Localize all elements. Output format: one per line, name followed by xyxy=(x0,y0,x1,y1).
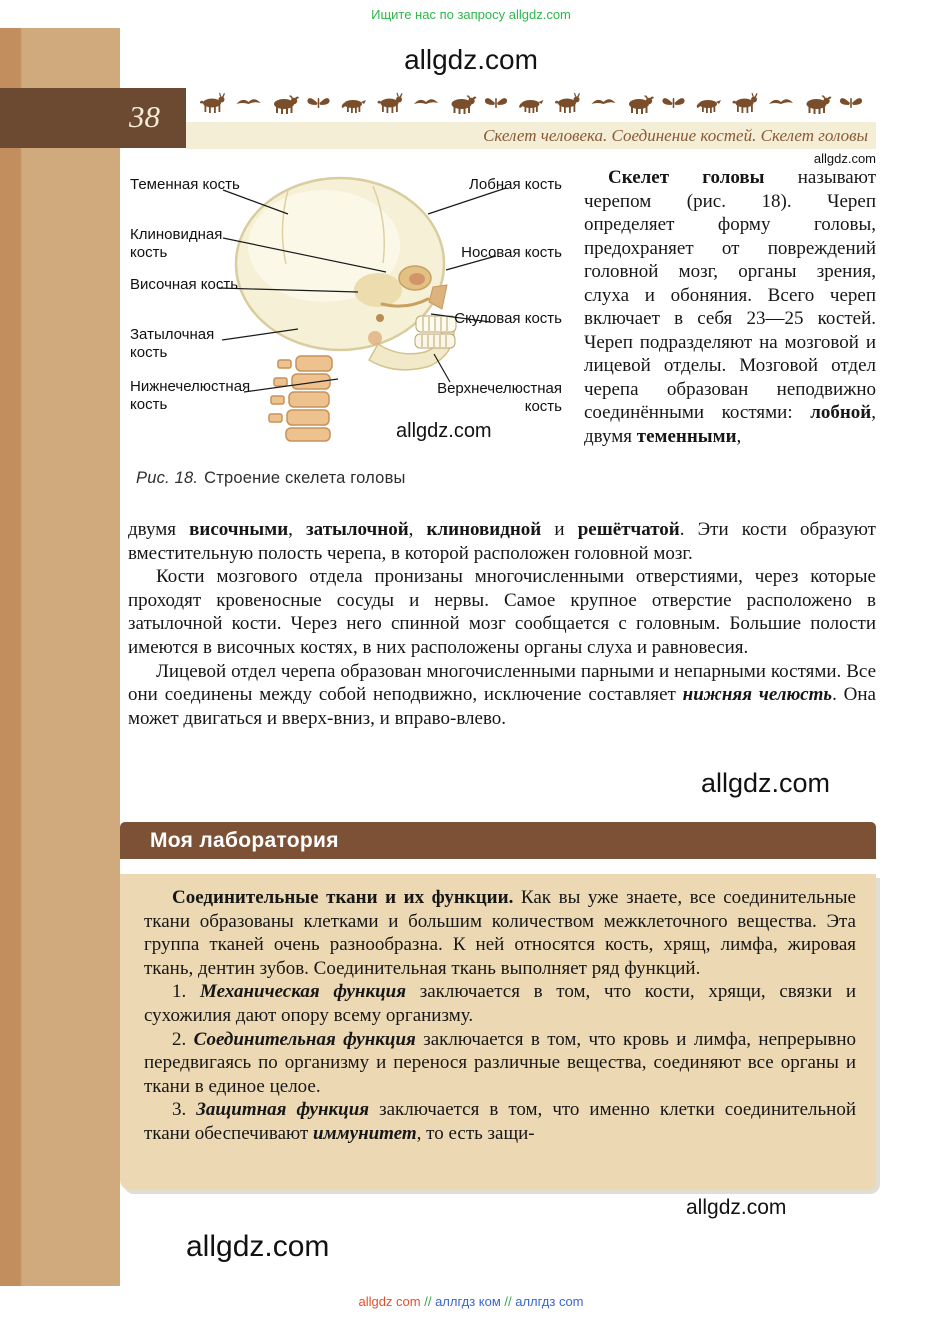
figure-label-maxilla: Верхнечелюстная кость xyxy=(437,380,562,415)
figure-label-zygomatic: Скуловая кость xyxy=(454,310,562,327)
watermark-figure: allgdz.com xyxy=(396,420,492,442)
animal-silhouette-icon xyxy=(733,93,758,113)
vertebrae-shape xyxy=(269,356,332,441)
promo-link[interactable]: Ищите нас по запросу allgdz.com xyxy=(371,7,571,22)
figure-label-occipital: Затылочная кость xyxy=(130,326,215,361)
animal-silhouette-icon xyxy=(662,98,684,108)
figure-label-parietal: Теменная кость xyxy=(130,176,240,193)
page-margin-strip xyxy=(0,28,120,1286)
footer-links[interactable]: allgdz com // аллгдз ком // аллгдз com xyxy=(358,1294,584,1309)
figure-label-temporal: Височная кость xyxy=(130,276,239,293)
paragraph-brain-section: Кости мозгового отдела пронизаны многочисленными отверстиями, через которые проходят кровеносные сосуды и нервы. Самое крупное отверстие расположено в затылочной кости. Через него спинной мозг сообщается с головным. Большие полости имеются в височных костях, в них расположены органы слуха и равновесия. xyxy=(128,566,876,658)
figure-caption-text: Строение скелета головы xyxy=(204,469,406,487)
watermark-middle: allgdz.com xyxy=(700,768,830,798)
paragraph-facial-section: Лицевой отдел черепа образован многочисленными парными и непарными костями. Все они соединены между собой неподвижно, исключение составляет нижняя челюсть. Она может двигаться и вверх-вниз, и вправо-влево. xyxy=(128,660,876,729)
animal-silhouette-icon xyxy=(840,98,862,108)
lab-paragraph-mechanical: 1. Механическая функция заключается в том, что кости, хрящи, связки и сухожилия дают опору всему организму. xyxy=(144,981,856,1026)
paragraph-skull-intro: Скелет головы называют черепом (рис. 18). Череп определяет форму головы, предохраняет от повреждений головной мозг, органы зрения, слуха и обоняния. Всего череп включает в себя 23—25 костей. Череп подразделяют на мозговой и лицевой отделы. Мозговой отдел черепа образован неподвижно соединёнными костями: лобной, двумя теменными, xyxy=(584,167,876,447)
figure-label-frontal: Лобная кость xyxy=(469,176,562,193)
animal-silhouette-icon xyxy=(307,98,329,108)
chapter-title: Скелет человека. Соединение костей. Скелет головы xyxy=(483,126,868,145)
paragraph-skull-continued: двумя височными, затылочной, клиновидной и решётчатой. Эти кости образуют вместительную полость черепа, в которой расположен головной мозг. xyxy=(128,519,876,564)
page-number: 38 xyxy=(0,88,186,148)
article-body xyxy=(128,518,876,730)
animal-silhouette-icon xyxy=(414,99,438,104)
skull-figure xyxy=(128,168,588,468)
figure-label-mandible: Нижнечелюстная кость xyxy=(130,378,251,413)
animal-silhouette-icon xyxy=(807,95,832,114)
animal-silhouette-icon xyxy=(697,100,721,113)
chapter-header xyxy=(186,122,876,149)
animal-silhouette-icon xyxy=(555,93,580,113)
lab-section-title: Моя лаборатория xyxy=(150,829,339,852)
animal-silhouette-icon xyxy=(485,98,507,108)
animal-silhouette-icon xyxy=(274,95,299,114)
figure-label-nasal: Носовая кость xyxy=(461,244,562,261)
figure-caption-number: Рис. 18. xyxy=(136,469,199,487)
animal-silhouette-icon xyxy=(519,100,543,113)
lab-paragraph-connective: 2. Соединительная функция заключается в том, что кровь и лимфа, непрерывно передвигаясь по организму и перенося различные вещества, соединяют все органы и ткани в единое целое. xyxy=(144,1028,857,1097)
animal-silhouette-icon xyxy=(200,93,225,113)
animal-silhouette-icon xyxy=(769,99,793,104)
animal-frieze-svg xyxy=(198,92,876,116)
watermark-bottom: allgdz.com xyxy=(186,1230,330,1263)
animal-silhouette-icon xyxy=(629,95,654,114)
figure-caption xyxy=(136,469,406,488)
watermark-header: allgdz.com xyxy=(813,151,876,166)
watermark-after-lab: allgdz.com xyxy=(686,1196,787,1219)
animal-silhouette-icon xyxy=(452,95,477,114)
ear-hole-shape xyxy=(376,314,384,322)
lab-section-banner xyxy=(120,822,876,859)
lab-section xyxy=(120,874,876,1190)
animal-silhouette-icon xyxy=(378,93,403,113)
watermark-top: allgdz.com xyxy=(404,44,538,75)
lab-paragraph-intro: Соединительные ткани и их функции. Как вы уже знаете, все соединительные ткани образованы клетками и большим количеством межклеточного вещества. Эта группа тканей очень разнообразна. К ней относятся кость, хрящ, лимфа, жировая ткань, дентин зубов. Соединительная ткань выполняет ряд функций. xyxy=(144,887,856,979)
animal-frieze xyxy=(198,92,876,116)
lab-paragraph-protective: 3. Защитная функция заключается в том, что именно клетки соединительной ткани обеспечивают иммунитет, то есть защи- xyxy=(144,1099,856,1144)
animal-silhouette-icon xyxy=(237,99,261,104)
animal-silhouette-icon xyxy=(342,100,366,113)
animal-silhouette-icon xyxy=(592,99,616,104)
figure-label-sphenoid: Клиновидная кость xyxy=(130,226,223,261)
